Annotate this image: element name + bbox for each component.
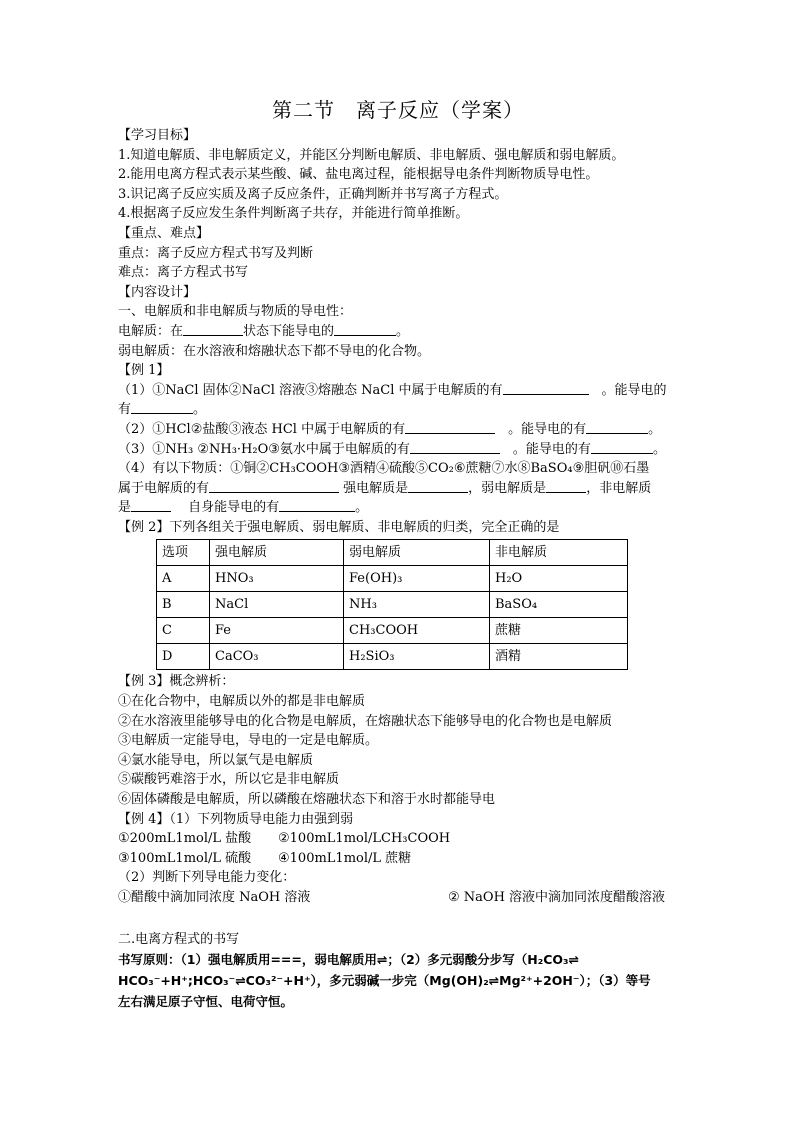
key-point: 重点：离子反应方程式书写及判断	[118, 245, 314, 261]
section2-heading: 二.电离方程式的书写	[118, 931, 240, 947]
ex1-q2: （2）①HCl②盐酸③液态 HCl 中属于电解质的有 。能导电的有 。	[118, 421, 662, 437]
ex4-row: ①醋酸中滴加同浓度 NaOH 溶液 ② NaOH 溶液中滴加同浓度醋酸溶液	[118, 890, 666, 905]
page-title: 第二节 离子反应（学案）	[272, 98, 524, 122]
ex1-q4-end: 是 自身能导电的有 。	[118, 500, 369, 516]
table-row	[157, 592, 628, 618]
classification-table	[156, 539, 628, 670]
table-cell: BaSO₄	[490, 592, 628, 618]
ex4-row: ①200mL1mol/L 盐酸 ②100mL1mol/LCH₃COOH	[118, 831, 451, 847]
objective-item: 2.能用电离方程式表示某些酸、碱、盐电离过程，能根据导电条件判断物质导电性。	[118, 167, 599, 183]
table-cell: 酒精	[490, 644, 628, 670]
table-cell: H₂O	[490, 566, 628, 592]
table-cell: CH₃COOH	[344, 618, 490, 644]
content-heading: 【内容设计】	[118, 284, 197, 300]
table-cell: Fe	[210, 618, 344, 644]
table-header-cell: 弱电解质	[344, 540, 490, 566]
answer-blank[interactable]	[586, 420, 648, 434]
objective-item: 4.根据离子反应发生条件判断离子共存，并能进行简单推断。	[118, 206, 469, 222]
section2-paragraph: 左右满足原子守恒、电荷守恒。	[118, 994, 294, 1010]
objective-item: 3.识记离子反应实质及离子反应条件，正确判断并书写离子方程式。	[118, 186, 508, 202]
difficult-point: 难点：离子方程式书写	[118, 265, 249, 281]
table-row	[157, 644, 628, 670]
table-cell: H₂SiO₃	[344, 644, 490, 670]
ex1-q1-cont: 有 。	[118, 402, 207, 418]
document-page	[118, 96, 678, 1012]
table-cell: D	[157, 644, 210, 670]
table-cell: NaCl	[210, 592, 344, 618]
table-cell: 蔗糖	[490, 618, 628, 644]
section1-heading: 一、电解质和非电解质与物质的导电性：	[118, 304, 353, 320]
ex3-item: ③电解质一定能导电，导电的一定是电解质。	[118, 733, 379, 749]
table-cell: HNO₃	[210, 566, 344, 592]
objective-item: 1.知道电解质、非电解质定义，并能区分判断电解质、非电解质、强电解质和弱电解质。	[118, 147, 625, 163]
ex4-heading: 【例 4】（1）下列物质导电能力由强到弱	[118, 811, 354, 827]
table-cell: NH₃	[344, 592, 490, 618]
answer-blank[interactable]	[183, 322, 243, 336]
ex1-heading: 【例 1】	[118, 363, 170, 379]
ex3-item: ⑤碳酸钙难溶于水，所以它是非电解质	[118, 772, 340, 788]
ex3-item: ②在水溶液里能够导电的化合物是电解质，在熔融状态下能够导电的化合物也是电解质	[118, 713, 613, 729]
nonelectrolyte-definition: 弱电解质：在水溶液和熔融状态下都不导电的化合物。	[118, 343, 431, 359]
answer-blank[interactable]	[405, 420, 495, 434]
answer-blank[interactable]	[209, 479, 339, 493]
ex1-q1: （1）①NaCl 固体②NaCl 溶液③熔融态 NaCl 中属于电解质的有 。能导电的	[118, 382, 667, 398]
table-cell: A	[157, 566, 210, 592]
ex1-q3: （3）①NH₃ ②NH₃·H₂O③氨水中属于电解质的有 。能导电的有 。	[118, 441, 666, 457]
answer-blank[interactable]	[131, 498, 171, 512]
table-header-row	[157, 540, 628, 566]
table-row	[157, 618, 628, 644]
section2-paragraph: HCO₃⁻+H⁺;HCO₃⁻⇌CO₃²⁻+H⁺），多元弱碱一步完（Mg(OH)₂⇌Mg²⁺+2OH⁻）；（3）等号	[118, 973, 651, 989]
section2-paragraph: 书写原则：（1）强电解质用===，弱电解质用⇌；（2）多元弱酸分步写（H₂CO₃⇌	[118, 952, 579, 968]
ex3-heading: 【例 3】概念辨析：	[118, 674, 235, 690]
objectives-heading: 【学习目标】	[118, 128, 197, 143]
electrolyte-definition: 电解质：在 状态下能导电的 。	[118, 323, 410, 339]
answer-blank[interactable]	[334, 322, 396, 336]
ex4-q2: （2）判断下列导电能力变化：	[118, 870, 296, 886]
answer-blank[interactable]	[546, 479, 586, 493]
ex3-item: ①在化合物中，电解质以外的都是非电解质	[118, 694, 366, 710]
table-header-cell: 非电解质	[490, 540, 628, 566]
table-row	[157, 566, 628, 592]
answer-blank[interactable]	[408, 479, 468, 493]
table-cell: Fe(OH)₃	[344, 566, 490, 592]
ex1-q4: （4）有以下物质：①铜②CH₃COOH③酒精④硫酸⑤CO₂⑥蔗糖⑦水⑧BaSO₄⑨胆矾⑩石墨	[118, 461, 650, 477]
ex4-row: ③100mL1mol/L 硫酸 ④100mL1mol/L 蔗糖	[118, 850, 412, 866]
answer-blank[interactable]	[279, 498, 355, 512]
answer-blank[interactable]	[410, 440, 500, 454]
ex2-heading: 【例 2】下列各组关于强电解质、弱电解质、非电解质的归类，完全正确的是	[118, 519, 560, 535]
keypoints-heading: 【重点、难点】	[118, 225, 210, 241]
table-cell: B	[157, 592, 210, 618]
table-cell: CaCO₃	[210, 644, 344, 670]
ex3-item: ⑥固体磷酸是电解质，所以磷酸在熔融状态下和溶于水时都能导电	[118, 792, 496, 808]
answer-blank[interactable]	[591, 440, 653, 454]
table-header-cell: 强电解质	[210, 540, 344, 566]
answer-blank[interactable]	[131, 400, 193, 414]
ex1-q4-cont: 属于电解质的有 强电解质是 ，弱电解质是 ，非电解质	[118, 480, 652, 496]
ex3-item: ④氯水能导电，所以氯气是电解质	[118, 752, 314, 768]
answer-blank[interactable]	[503, 381, 589, 395]
table-cell: C	[157, 618, 210, 644]
table-header-cell: 选项	[157, 540, 210, 566]
